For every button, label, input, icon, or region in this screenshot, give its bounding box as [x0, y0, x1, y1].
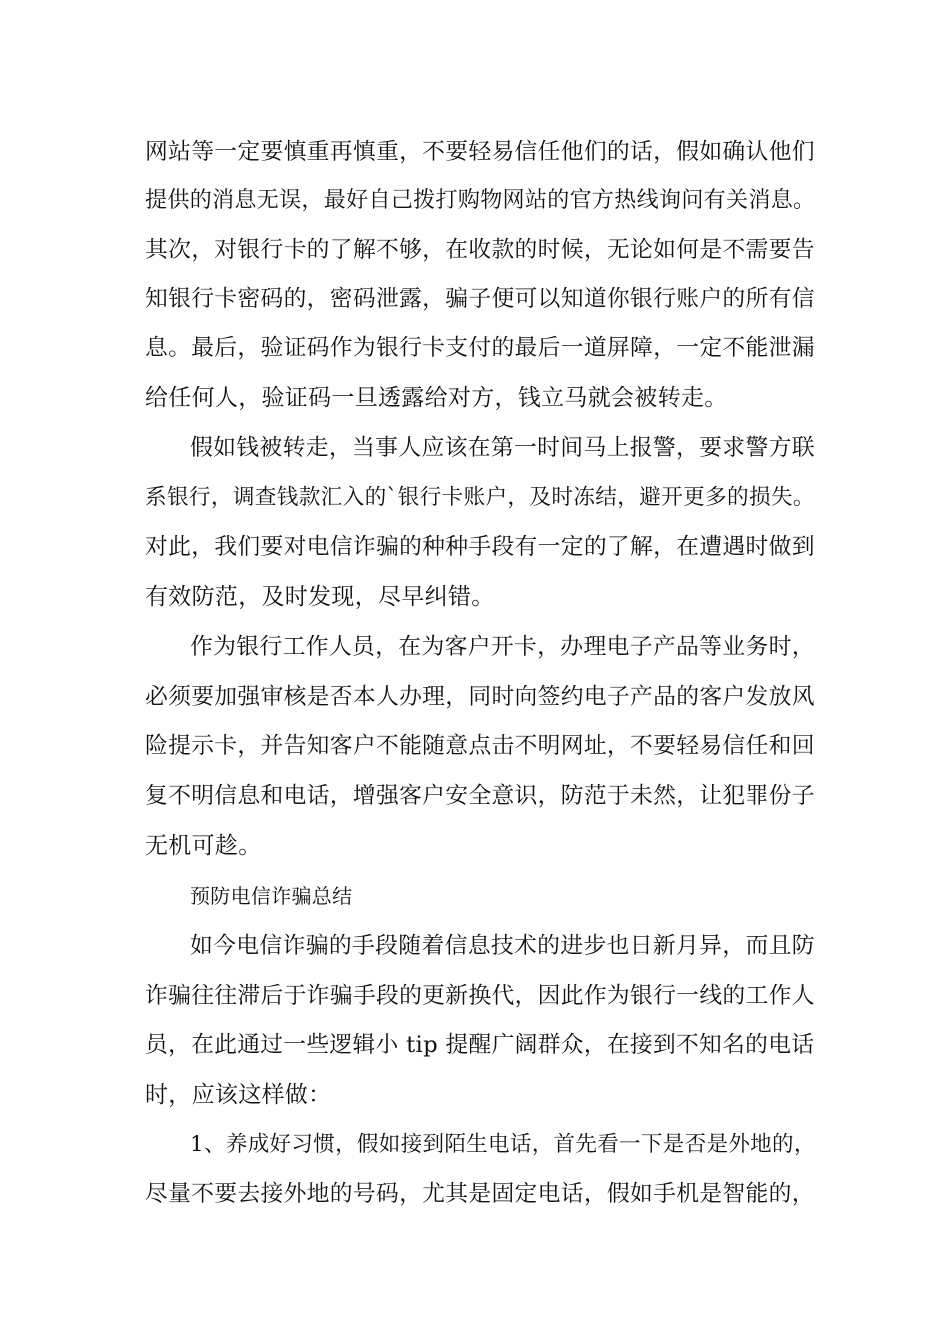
paragraph-line: 员，在此通过一些逻辑小 tip 提醒广阔群众，在接到不知名的电话	[145, 1032, 815, 1058]
paragraph-line: 有效防范，及时发现，尽早纠错。	[145, 584, 495, 610]
paragraph-line: 对此，我们要对电信诈骗的种种手段有一定的了解，在遭遇时做到	[145, 534, 815, 560]
paragraph-line: 息。最后，验证码作为银行卡支付的最后一道屏障，一定不能泄漏	[145, 335, 815, 361]
paragraph-line: 尽量不要去接外地的号码，尤其是固定电话，假如手机是智能的，	[145, 1181, 815, 1207]
paragraph-line: 必须要加强审核是否本人办理，同时向签约电子产品的客户发放风	[145, 684, 815, 710]
paragraph-line: 无机可趁。	[145, 833, 262, 859]
paragraph-line: 时，应该这样做：	[145, 1082, 332, 1108]
paragraph-line: 如今电信诈骗的手段随着信息技术的进步也日新月异，而且防	[190, 933, 815, 959]
paragraph-line: 知银行卡密码的，密码泄露，骗子便可以知道你银行账户的所有信	[145, 286, 815, 312]
paragraph-line: 诈骗往往滞后于诈骗手段的更新换代，因此作为银行一线的工作人	[145, 983, 815, 1009]
paragraph-line: 险提示卡，并告知客户不能随意点击不明网址，不要轻易信任和回	[145, 733, 815, 759]
paragraph-line: 提供的消息无误，最好自己拨打购物网站的官方热线询问有关消息。	[145, 188, 816, 213]
paragraph-line: 1、养成好习惯，假如接到陌生电话，首先看一下是否是外地的，	[190, 1132, 816, 1157]
section-heading: 预防电信诈骗总结	[190, 884, 353, 908]
paragraph-line: 复不明信息和电话，增强客户安全意识，防范于未然，让犯罪份子	[145, 783, 815, 809]
paragraph-line: 网站等一定要慎重再慎重，不要轻易信任他们的话，假如确认他们	[145, 139, 815, 165]
paragraph-line: 系银行，调查钱款汇入的`银行卡账户，及时冻结，避开更多的损失。	[145, 485, 815, 510]
paragraph-line: 其次，对银行卡的了解不够，在收款的时候，无论如何是不需要告	[145, 237, 815, 263]
paragraph-line: 给任何人，验证码一旦透露给对方，钱立马就会被转走。	[145, 385, 728, 411]
paragraph-line: 假如钱被转走，当事人应该在第一时间马上报警，要求警方联	[190, 435, 815, 461]
paragraph-line: 作为银行工作人员，在为客户开卡，办理电子产品等业务时，	[190, 634, 815, 660]
